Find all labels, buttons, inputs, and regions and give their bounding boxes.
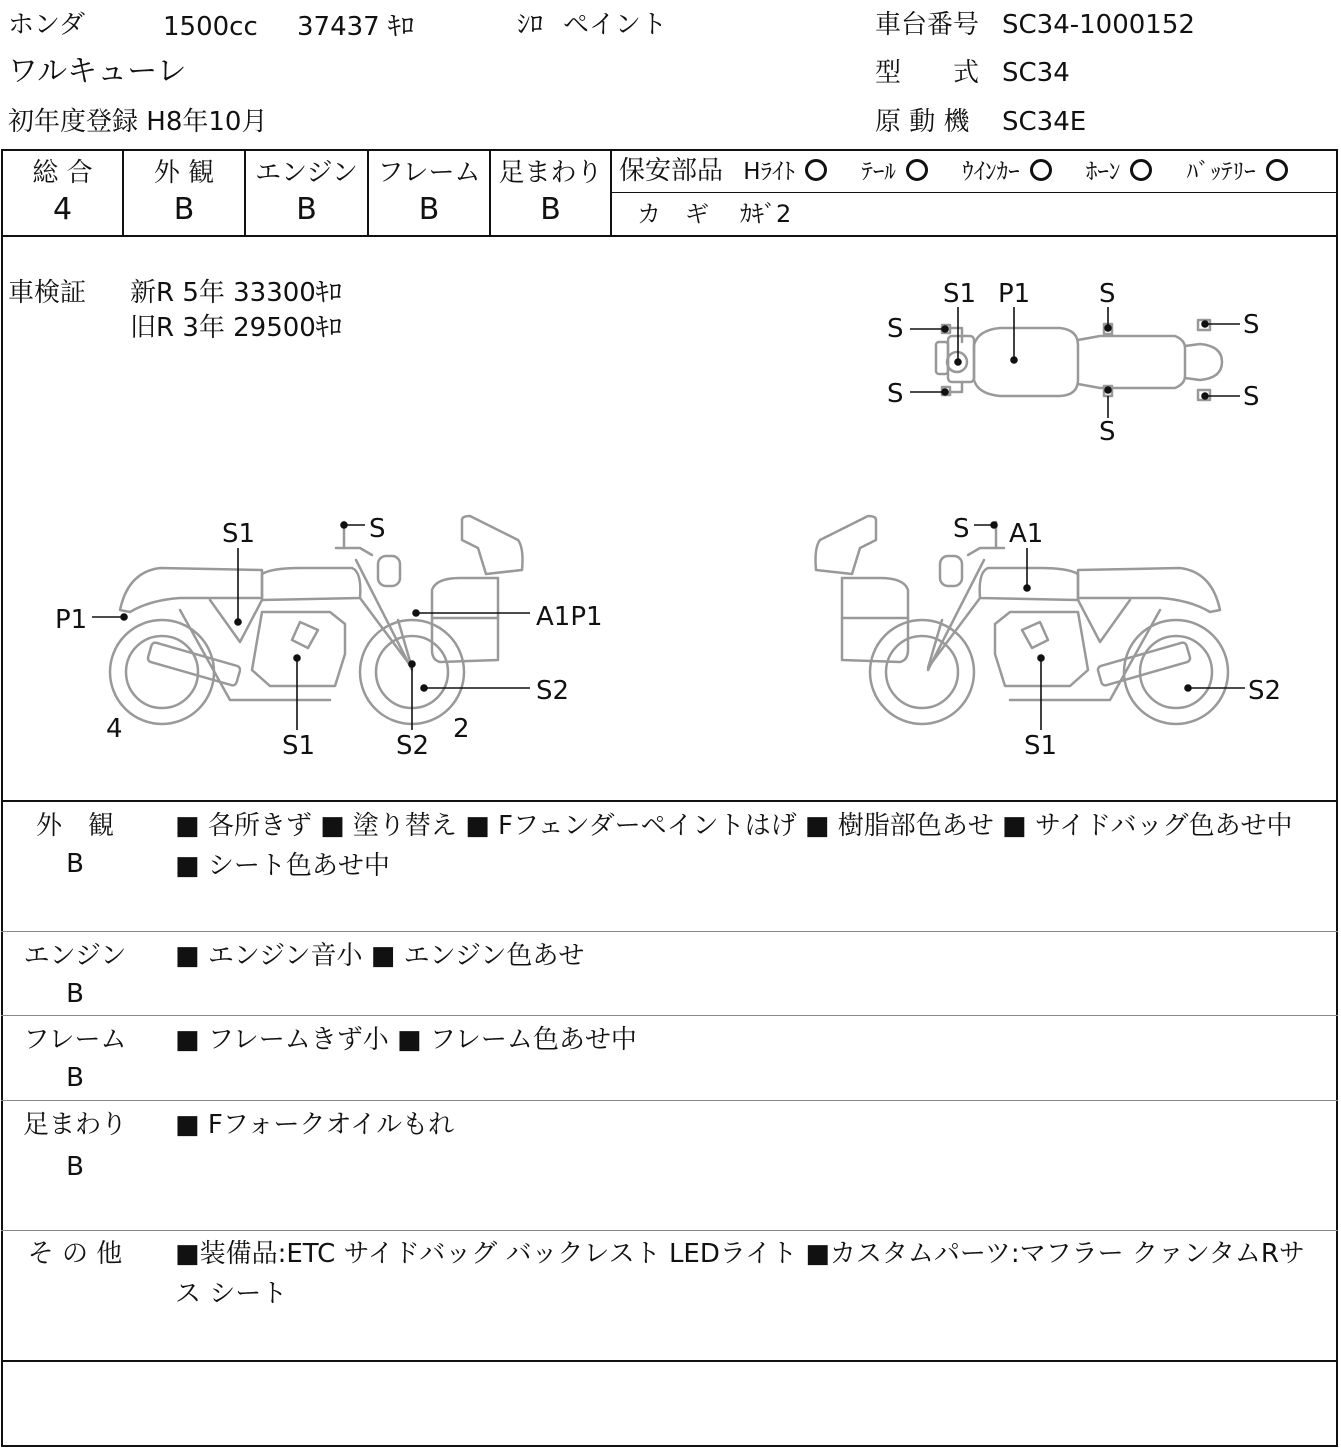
model-type-label: 型 式 xyxy=(875,58,980,88)
diagram-label: P1 xyxy=(55,605,88,635)
safety-item-winker: ｳｲﾝｶｰ xyxy=(962,159,1020,185)
diagram-label: P1 xyxy=(998,279,1031,309)
first-registration: 初年度登録 H8年10月 xyxy=(8,107,268,137)
diagram-label: S2 xyxy=(536,676,570,706)
diagram-label: S xyxy=(369,514,386,544)
grade-value-overall: 4 xyxy=(52,192,73,227)
section-grade-suspension: B xyxy=(66,1152,84,1182)
diagram-label: S2 xyxy=(1248,676,1282,706)
motorcycle-top-view xyxy=(936,320,1222,400)
grade-label-overall: 総 合 xyxy=(32,158,93,188)
safety-item-headlight: Hﾗｲﾄ xyxy=(743,159,796,185)
section-label-frame: フレーム xyxy=(23,1025,127,1055)
section-text-engine: ■ エンジン音小 ■ エンジン色あせ xyxy=(175,941,585,971)
section-label-suspension: 足まわり xyxy=(22,1110,127,1140)
grade-value-frame: B xyxy=(418,192,440,227)
maker: ホンダ xyxy=(8,10,85,40)
section-grade-engine: B xyxy=(66,979,84,1009)
model-name: ワルキューレ xyxy=(8,54,187,89)
section-line xyxy=(1,931,1338,932)
diagram-label: A1 xyxy=(1009,519,1044,549)
grade-label-exterior: 外 観 xyxy=(153,158,215,188)
section-text-exterior: ■ 各所きず ■ 塗り替え ■ Fフェンダーペイントはげ ■ 樹脂部色あせ ■ サイドバッグ色あせ中 ■ シート色あせ中 xyxy=(175,811,1293,881)
section-text-suspension: ■ Fフォークオイルもれ xyxy=(175,1110,455,1140)
grade-value-exterior: B xyxy=(173,192,195,227)
engine-number: SC34E xyxy=(1002,107,1087,137)
diagram-label: S1 xyxy=(1024,731,1058,761)
mileage: 37437 ｷﾛ xyxy=(297,12,414,42)
grade-value-suspension: B xyxy=(540,192,561,227)
safety-item-battery: ﾊﾞｯﾃﾘｰ xyxy=(1186,159,1256,185)
engine-label: 原 動 機 xyxy=(875,107,970,137)
section-line xyxy=(1,800,1338,802)
inspection-label: 車検証 xyxy=(8,278,87,308)
diagram-label: S xyxy=(1099,417,1116,447)
section-label-other: そ の 他 xyxy=(27,1239,123,1269)
section-line xyxy=(1,1360,1338,1362)
diagram-label: S xyxy=(1099,279,1116,309)
diagram-label: S xyxy=(887,314,904,344)
displacement: 1500cc xyxy=(163,12,258,42)
section-label-exterior: 外 観 xyxy=(35,811,114,841)
inspection-old: 旧R 3年 29500ｷﾛ xyxy=(130,313,342,343)
model-type: SC34 xyxy=(1002,58,1070,88)
section-label-engine: エンジン xyxy=(23,941,127,971)
section-text-other: ■装備品:ETC サイドバッグ バックレスト LEDライト ■カスタムパーツ:マフラー クァンタムRサス シート xyxy=(175,1239,1305,1309)
paint: ペイント xyxy=(563,10,668,40)
safety-label: 保安部品 xyxy=(619,156,724,186)
diagram-label: S xyxy=(887,379,904,409)
section-grade-exterior: B xyxy=(66,849,84,879)
diagram-label: S xyxy=(1243,310,1260,340)
grade-label-frame: フレーム xyxy=(377,158,481,188)
diagram-label: A1P1 xyxy=(536,602,603,632)
section-line xyxy=(1,1230,1338,1231)
grade-label-suspension: 足まわり xyxy=(498,158,603,188)
grade-label-engine: エンジン xyxy=(255,158,358,188)
diagram-label: S xyxy=(1243,382,1260,412)
frame-number: SC34-1000152 xyxy=(1002,10,1195,40)
motorcycle-left-view xyxy=(110,516,523,724)
color: ｼﾛ xyxy=(517,10,544,40)
section-text-frame: ■ フレームきず小 ■ フレーム色あせ中 xyxy=(175,1025,637,1055)
diagram-label: S1 xyxy=(222,519,256,549)
frame-number-label: 車台番号 xyxy=(875,10,980,40)
section-line xyxy=(1,1100,1338,1101)
diagram-label: S xyxy=(953,514,970,544)
diagram-label: 2 xyxy=(453,714,470,744)
inspection-new: 新R 5年 33300ｷﾛ xyxy=(130,278,342,308)
diagram-label: S2 xyxy=(396,731,430,761)
diagram-label: 4 xyxy=(106,714,123,744)
key-label: カ ギ xyxy=(637,200,709,228)
safety-item-tail: ﾃｰﾙ xyxy=(861,159,896,185)
safety-item-horn: ﾎｰﾝ xyxy=(1085,159,1121,185)
diagram-label: S1 xyxy=(282,731,316,761)
section-grade-frame: B xyxy=(66,1063,84,1093)
key-value: ｶｷﾞ2 xyxy=(740,200,792,228)
grade-value-engine: B xyxy=(296,192,317,227)
diagram-label: S1 xyxy=(943,279,977,309)
section-line xyxy=(1,1015,1338,1016)
